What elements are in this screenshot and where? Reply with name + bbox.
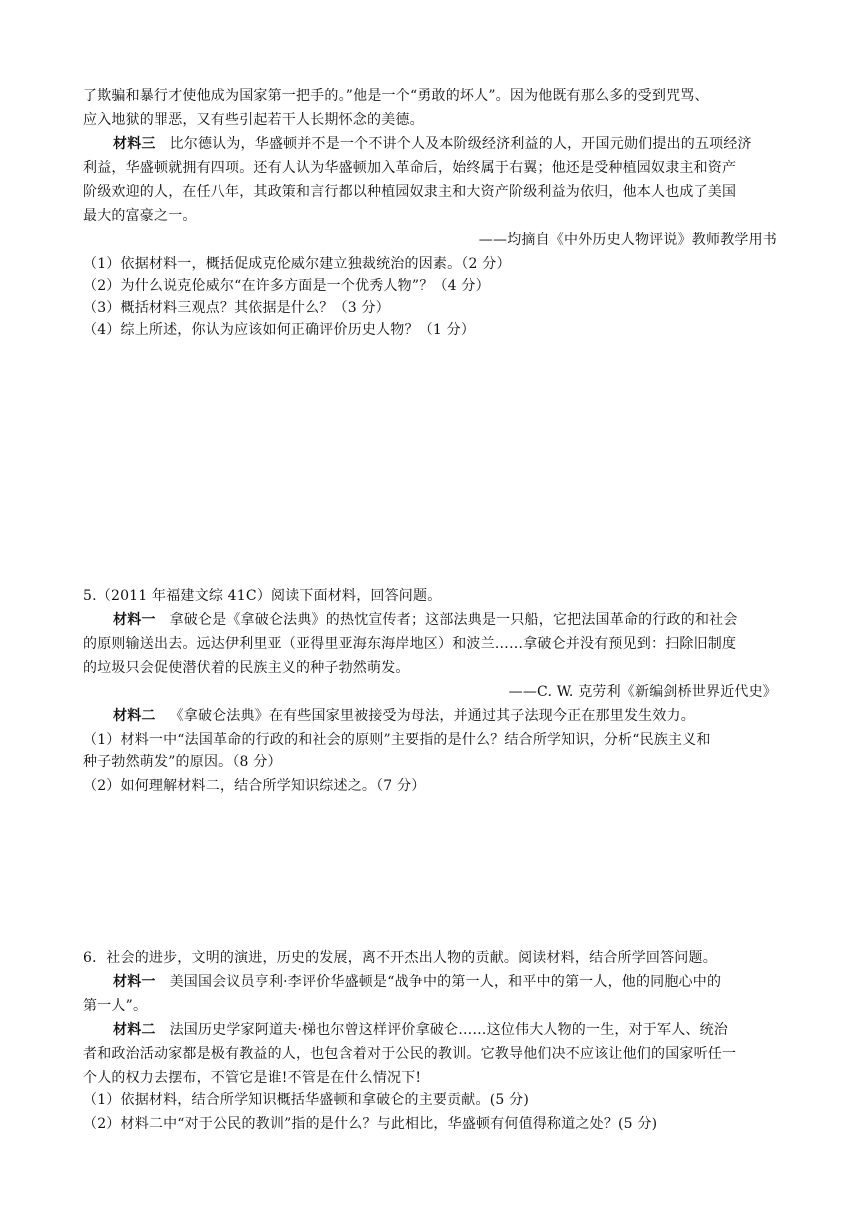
source-citation: ——C. W. 克劳利《新编剑桥世界近代史》 [508, 684, 777, 700]
material-2-line [113, 706, 695, 726]
question: （1）依据材料一，概括促成克伦威尔建立独裁统治的因素。（2 分） [83, 256, 511, 272]
material-label: 材料二 [113, 708, 156, 724]
question-heading: 5.（2011 年福建文综 41C）阅读下面材料，回答问题。 [83, 588, 442, 604]
source-citation: ——均摘自《中外历史人物评说》教师教学用书 [478, 232, 777, 248]
material-label: 材料一 [113, 612, 156, 628]
text-line: 个人的权力去摆布，不管它是谁!不管是在什么情况下! [83, 1070, 422, 1086]
material-label: 材料三 [113, 136, 156, 152]
material-2-line [113, 1020, 728, 1040]
question: （2）材料二中“对于公民的教训”指的是什么？与此相比，华盛顿有何值得称道之处？(5 分) [83, 1116, 658, 1132]
question: （1）依据材料，结合所学知识概括华盛顿和拿破仑的主要贡献。(5 分) [83, 1092, 529, 1108]
question: 种子勃然萌发”的原因。（8 分） [83, 754, 282, 770]
material-label: 材料一 [113, 974, 156, 990]
material-label: 材料二 [113, 1022, 156, 1038]
text-line: 的原则输送出去。远达伊利里亚（亚得里亚海东海岸地区）和波兰……拿破仑并没有预见到：扫除旧制度 [83, 636, 737, 652]
question: （2）如何理解材料二，结合所学知识综述之。（7 分） [83, 778, 426, 794]
question: （3）概括材料三观点？其依据是什么？（3 分） [83, 300, 390, 316]
material-3-line [113, 134, 752, 154]
text-line: 者和政治活动家都是极有教益的人，也包含着对于公民的教训。它教导他们决不应该让他们的国家听任一 [83, 1046, 737, 1062]
material-text: 《拿破仑法典》在有些国家里被接受为母法，并通过其子法现今正在那里发生效力。 [169, 708, 695, 724]
text-line: 的垃圾只会促使潜伏着的民族主义的种子勃然萌发。 [83, 660, 410, 676]
material-1-line [113, 610, 738, 630]
text-line: 利益，华盛顿就拥有四项。还有人认为华盛顿加入革命后，始终属于右翼；他还是受种植园奴隶主和资产 [83, 160, 737, 176]
material-text: 美国国会议员亨利·李评价华盛顿是“战争中的第一人，和平中的第一人，他的同胞心中的 [169, 974, 722, 990]
question: （2）为什么说克伦威尔“在许多方面是一个优秀人物”？（4 分） [83, 278, 490, 294]
question-heading: 6．社会的进步，文明的演进，历史的发展，离不开杰出人物的贡献。阅读材料，结合所学回答问题。 [83, 950, 717, 966]
material-text: 比尔德认为，华盛顿并不是一个不讲个人及本阶级经济利益的人，开国元勋们提出的五项经济 [169, 136, 752, 152]
question: （4）综上所述，你认为应该如何正确评价历史人物？（1 分） [83, 322, 476, 338]
material-1-line [113, 972, 721, 992]
text-line: 了欺骗和暴行才使他成为国家第一把手的。”他是一个“勇敢的坏人”。因为他既有那么多的受到咒骂、 [83, 88, 709, 104]
material-text: 法国历史学家阿道夫·梯也尔曾这样评价拿破仑……这位伟大人物的一生，对于军人、统治 [169, 1022, 729, 1038]
text-line: 应入地狱的罪恶，又有些引起若干人长期怀念的美德。 [83, 112, 424, 128]
text-line: 阶级欢迎的人，在任八年，其政策和言行都以种植园奴隶主和大资产阶级利益为依归，他本人也成了美国 [83, 184, 737, 200]
material-text: 拿破仑是《拿破仑法典》的热忱宣传者；这部法典是一只船，它把法国革命的行政的和社会 [169, 612, 738, 628]
text-line: 第一人”。 [83, 998, 148, 1014]
text-line: 最大的富豪之一。 [83, 208, 197, 224]
question: （1）材料一中“法国革命的行政的和社会的原则”主要指的是什么？结合所学知识，分析“民族主义和 [83, 732, 711, 748]
